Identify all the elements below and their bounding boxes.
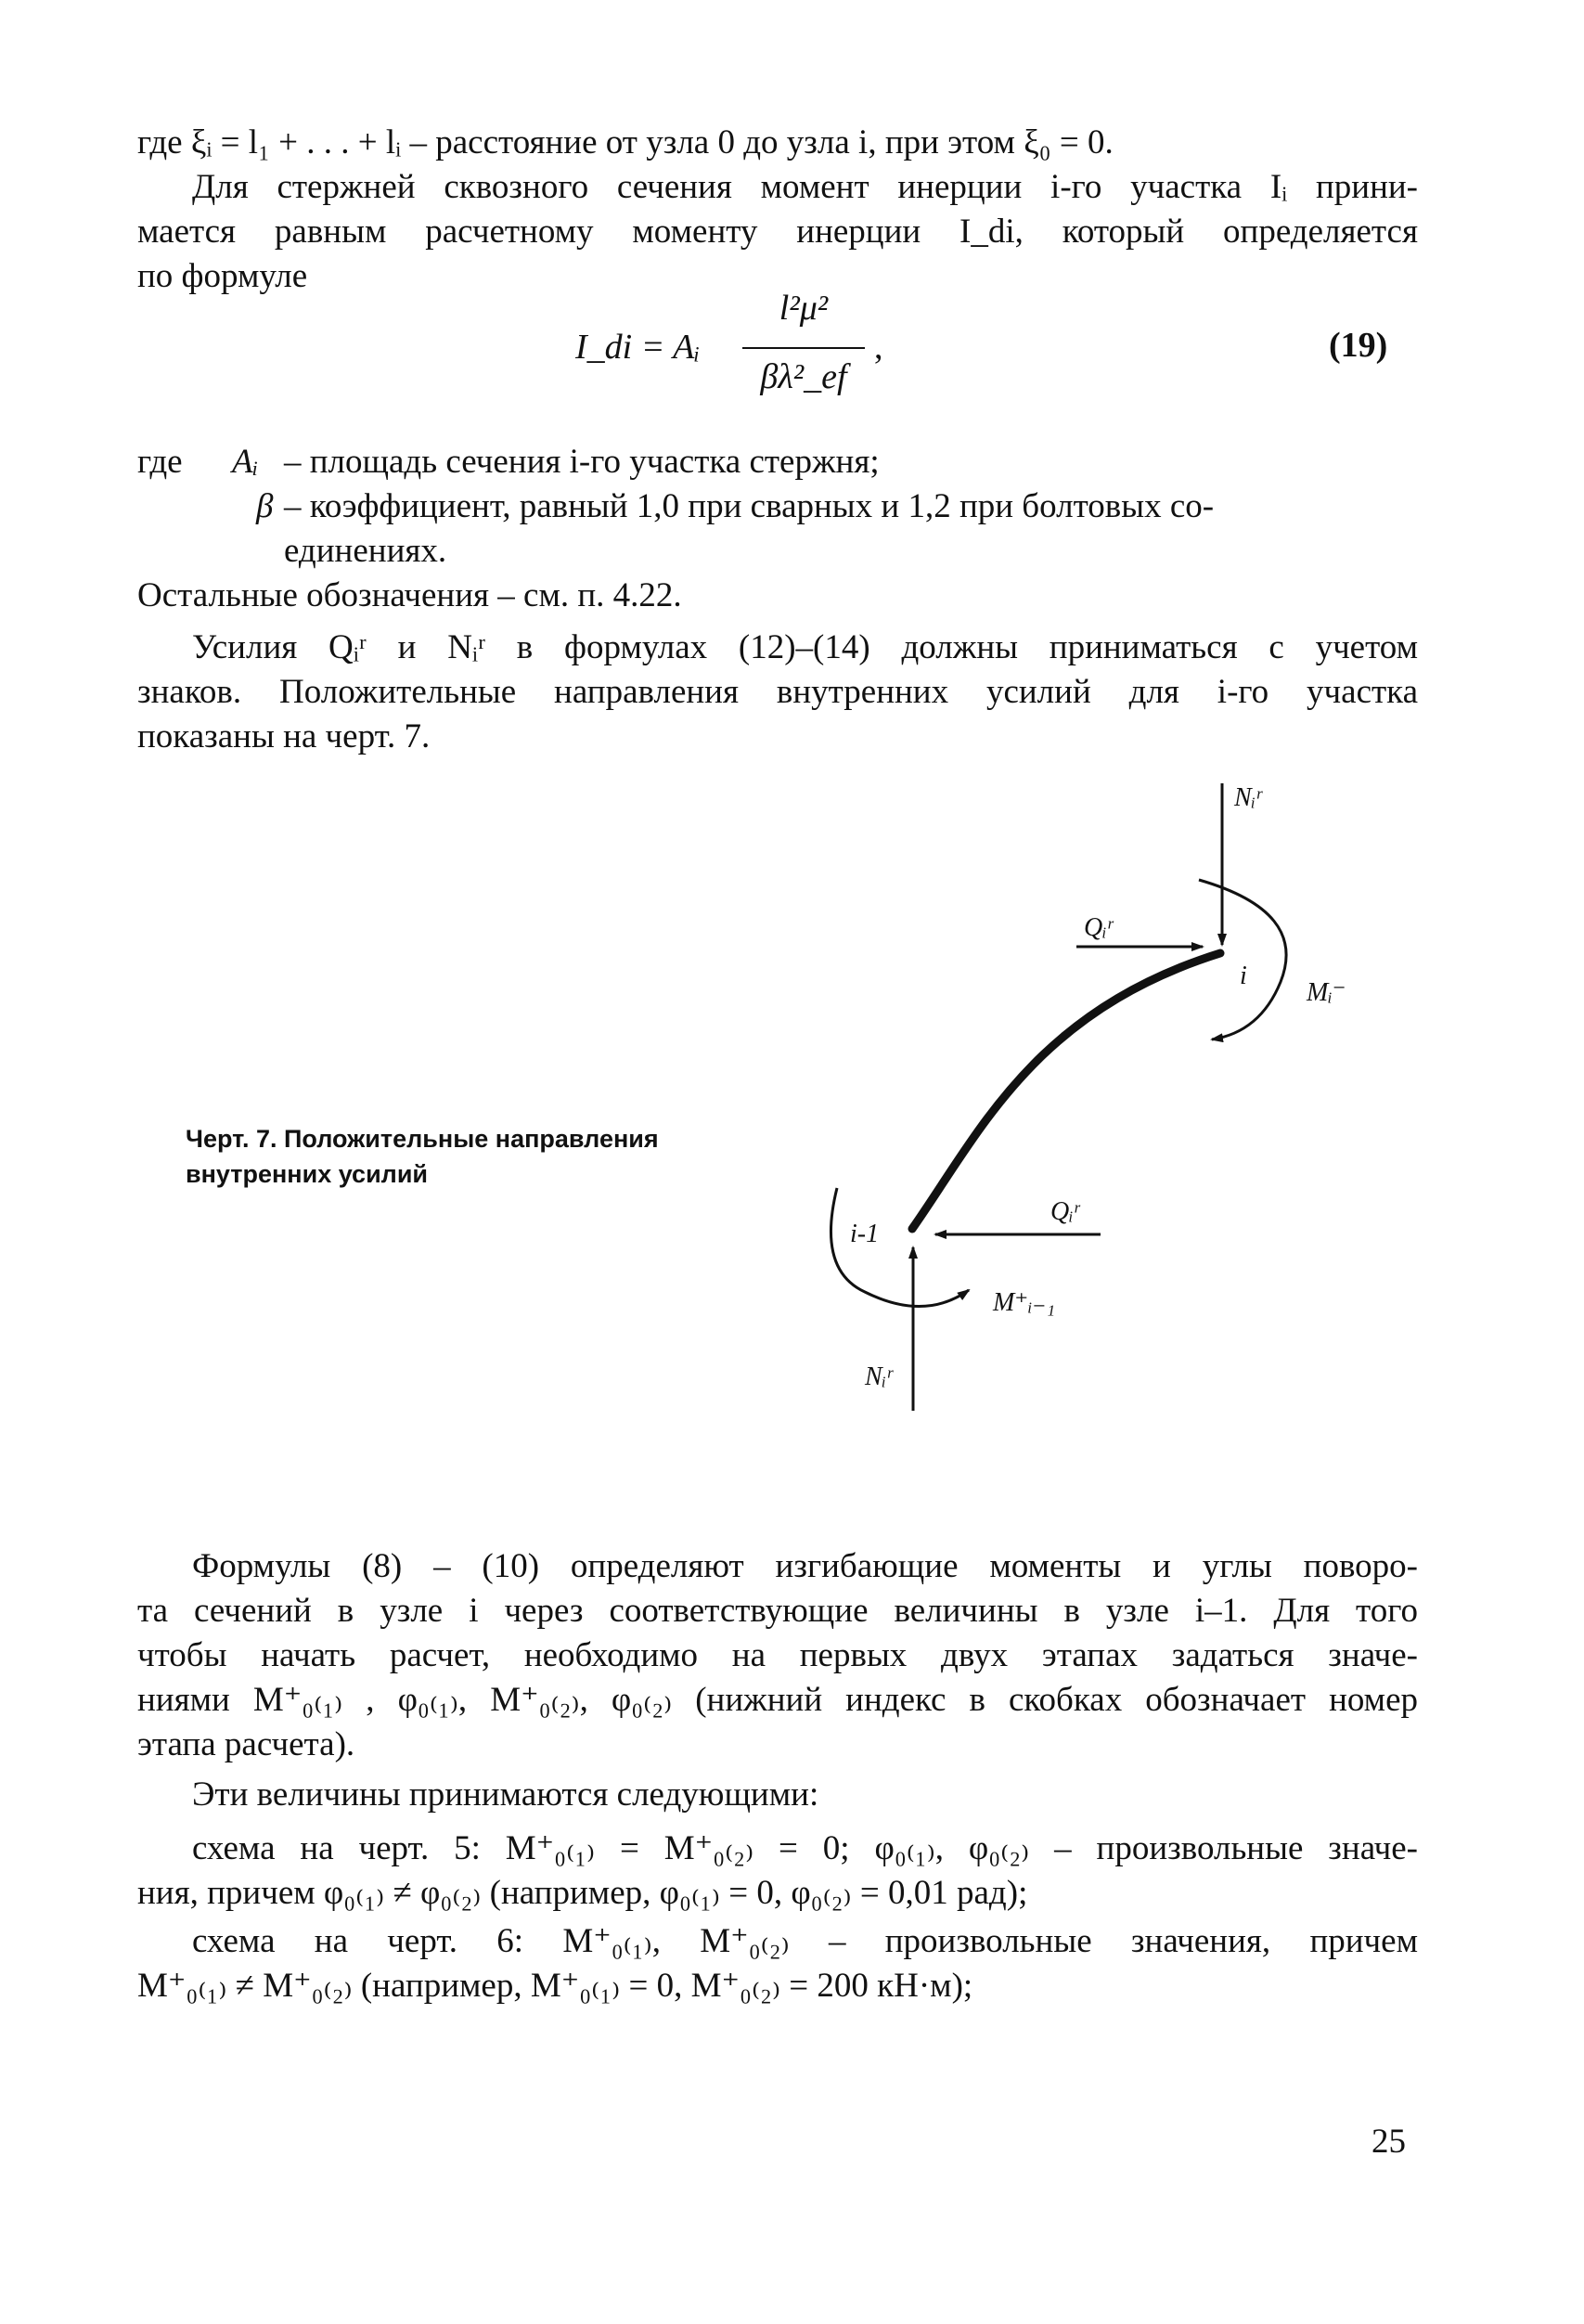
text-line: схема на черт. 5: M⁺₀₍₁₎ = M⁺₀₍₂₎ = 0; φ₀₍₁₎, φ₀₍₂₎ – произвольные значе- [192, 1829, 1418, 1867]
text-line: ниями M⁺₀₍₁₎ , φ₀₍₁₎, M⁺₀₍₂₎, φ₀₍₂₎ (нижний индекс в скобках обозначает номер [137, 1681, 1418, 1719]
label-n-top: Nᵢʳ [1234, 783, 1262, 812]
fraction-bar [742, 347, 865, 349]
label-m-top: Mᵢ⁻ [1307, 978, 1346, 1007]
equation-trailing: , [874, 328, 883, 367]
text-line: Для стержней сквозного сечения момент инерции i-го участка Iᵢ прини- [192, 168, 1418, 206]
text-line: Формулы (8) – (10) определяют изгибающие моменты и углы поворо- [192, 1547, 1418, 1585]
text-line: по формуле [137, 257, 308, 295]
label-m-bottom: M⁺ᵢ₋₁ [993, 1288, 1056, 1317]
definition-b: – коэффициент, равный 1,0 при сварных и 1,2 при болтовых со- [284, 487, 1215, 525]
text-line: где ξᵢ = l₁ + . . . + lᵢ – расстояние от узла 0 до узла i, при этом ξ₀ = 0. [137, 123, 1114, 161]
equation-denominator: βλ²_ef [760, 357, 847, 396]
where-word: где [137, 443, 183, 481]
bar-element [912, 953, 1220, 1229]
label-q-top: Qᵢʳ [1084, 913, 1113, 942]
equation-number: (19) [1329, 326, 1388, 365]
label-n-bottom: Nᵢʳ [865, 1362, 893, 1391]
definition-symbol-a: Aᵢ [232, 443, 259, 481]
text-line: этапа расчета). [137, 1725, 355, 1763]
text-line: Остальные обозначения – см. п. 4.22. [137, 576, 682, 614]
definition-a: – площадь сечения i-го участка стержня; [284, 443, 880, 481]
text-line: чтобы начать расчет, необходимо на первых двух этапах задаться значе- [137, 1636, 1418, 1674]
equation-numerator: l²μ² [779, 289, 829, 328]
label-node-i-1: i-1 [850, 1220, 880, 1248]
text-line: показаны на черт. 7. [137, 717, 431, 755]
definition-symbol-b: β [256, 487, 274, 525]
text-line: та сечений в узле i через соответствующие величины в узле i–1. Для того [137, 1592, 1418, 1630]
page-number: 25 [1372, 2123, 1406, 2161]
text-line: M⁺₀₍₁₎ ≠ M⁺₀₍₂₎ (например, M⁺₀₍₁₎ = 0, M⁺₀₍₂₎ = 200 кН·м); [137, 1967, 973, 2005]
label-q-bottom: Qᵢʳ [1050, 1197, 1079, 1226]
equation-19 [575, 278, 965, 418]
text-line: Эти величины принимаются следующими: [192, 1775, 819, 1814]
figure-caption: Черт. 7. Положительные направления внутренних усилий [186, 1125, 659, 1188]
label-node-i: i [1240, 962, 1247, 990]
text-line: мается равным расчетному моменту инерции I_di, который определяется [137, 213, 1418, 251]
text-line: ния, причем φ₀₍₁₎ ≠ φ₀₍₂₎ (например, φ₀₍₁₎ = 0, φ₀₍₂₎ = 0,01 рад); [137, 1874, 1028, 1912]
text-line: знаков. Положительные направления внутренних усилий для i-го участка [137, 673, 1418, 711]
definition-b-continued: единениях. [284, 532, 447, 570]
equation-lhs: I_di = Aᵢ [575, 328, 701, 367]
figure-7-diagram [761, 761, 1429, 1429]
text-line: Усилия Qᵢʳ и Nᵢʳ в формулах (12)–(14) должны приниматься с учетом [192, 628, 1418, 666]
text-line: схема на черт. 6: M⁺₀₍₁₎, M⁺₀₍₂₎ – произвольные значения, причем [192, 1922, 1418, 1960]
